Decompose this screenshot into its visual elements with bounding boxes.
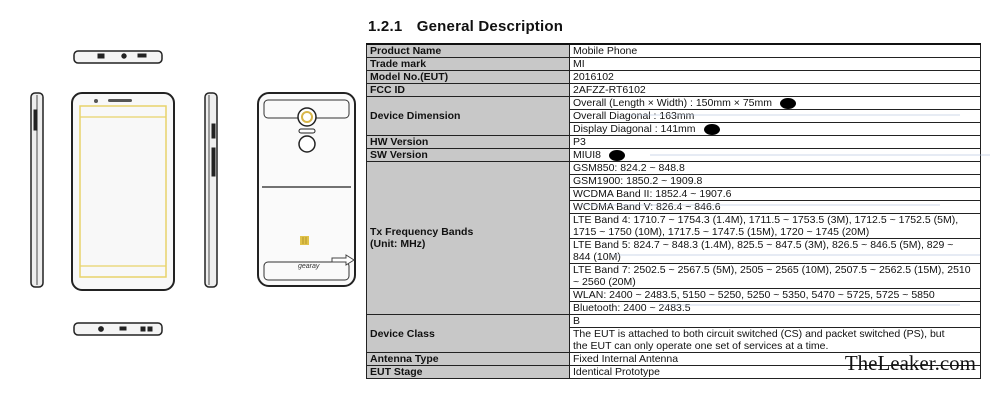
bottom-edge-view — [74, 323, 162, 335]
row-value-text: The EUT is attached to both circuit switched (CS) and packet switched (PS), but the EUT can only operate one set of services at a time. — [573, 328, 945, 352]
right-side-view — [205, 93, 217, 287]
row-value-text: Identical Prototype — [573, 366, 660, 378]
row-value-text: LTE Band 4: 1710.7 ~ 1754.3 (1.4M), 1711.5 ~ 1753.5 (3M), 1712.5 ~ 1752.5 (5M), 1715 ~ 1750 (10M), 1717.5 ~ 1747.5 (15M), 1720 ~ 1745 (20M) — [573, 214, 959, 238]
row-value — [570, 315, 981, 328]
row-value — [570, 188, 981, 201]
row-value — [570, 44, 981, 58]
row-value-text: LTE Band 7: 2502.5 ~ 2567.5 (5M), 2505 ~ 2565 (10M), 2507.5 ~ 2562.5 (15M), 2510 ~ 2560 (20M) — [573, 264, 971, 288]
row-value — [570, 58, 981, 71]
row-value — [570, 175, 981, 188]
table-row — [367, 58, 981, 71]
row-value-text: MIUI8 — [573, 149, 602, 161]
row-value — [570, 264, 981, 289]
top-edge-view — [74, 51, 162, 63]
row-value — [570, 84, 981, 97]
row-value-text: P3 — [573, 136, 586, 148]
row-label: Device Class — [367, 315, 570, 353]
row-value — [570, 328, 981, 353]
left-side-view — [31, 93, 43, 287]
row-value — [570, 71, 981, 84]
table-row — [367, 71, 981, 84]
back-logo-text: gearay — [298, 263, 320, 270]
redaction-mark — [609, 150, 625, 161]
front-view — [72, 93, 174, 290]
back-view — [258, 93, 355, 286]
row-value — [570, 302, 981, 315]
row-value-text: GSM1900: 1850.2 ~ 1909.8 — [573, 175, 703, 187]
row-label: Product Name — [367, 44, 570, 58]
row-value-text: LTE Band 5: 824.7 ~ 848.3 (1.4M), 825.5 ~ 847.5 (3M), 826.5 ~ 846.5 (5M), 829 ~ 844 (10M) — [573, 239, 954, 263]
row-value — [570, 97, 981, 110]
row-value-text: WCDMA Band V: 826.4 ~ 846.6 — [573, 201, 721, 213]
row-label: HW Version — [367, 136, 570, 149]
section-title: General Description — [416, 18, 564, 35]
table-row — [367, 315, 981, 328]
row-label: FCC ID — [367, 84, 570, 97]
row-value-text: Overall Diagonal : 163mm — [573, 110, 695, 122]
general-description-table — [366, 43, 981, 379]
redaction-mark — [780, 98, 796, 109]
row-value — [570, 136, 981, 149]
row-label: Model No.(EUT) — [367, 71, 570, 84]
section-number: 1.2.1 — [368, 18, 403, 35]
row-value-text: 2016102 — [573, 71, 614, 83]
row-value — [570, 289, 981, 302]
row-value — [570, 123, 981, 136]
section-heading — [368, 18, 978, 35]
row-label: Antenna Type — [367, 353, 570, 366]
table-row — [367, 149, 981, 162]
redaction-mark — [704, 124, 720, 135]
row-value — [570, 201, 981, 214]
row-value-text: Mobile Phone — [573, 45, 638, 57]
row-value — [570, 162, 981, 175]
row-value — [570, 110, 981, 123]
row-value — [570, 214, 981, 239]
table-row — [367, 162, 981, 175]
row-value-text: Bluetooth: 2400 ~ 2483.5 — [573, 302, 691, 314]
table-row — [367, 84, 981, 97]
row-value-text: WCDMA Band II: 1852.4 ~ 1907.6 — [573, 188, 732, 200]
row-label: EUT Stage — [367, 366, 570, 379]
row-value-text: WLAN: 2400 ~ 2483.5, 5150 ~ 5250, 5250 ~ 5350, 5470 ~ 5725, 5725 ~ 5850 — [573, 289, 935, 301]
row-value-text: GSM850: 824.2 ~ 848.8 — [573, 162, 685, 174]
spec-document — [366, 18, 978, 379]
row-value-text: Overall (Length × Width) : 150mm × 75mm — [573, 97, 772, 109]
row-value-text: B — [573, 315, 581, 327]
row-value-text: MI — [573, 58, 585, 70]
row-value — [570, 239, 981, 264]
row-value-text: 2AFZZ-RT6102 — [573, 84, 646, 96]
table-row — [367, 97, 981, 110]
row-label: SW Version — [367, 149, 570, 162]
table-row — [367, 136, 981, 149]
row-value-text: Display Diagonal : 141mm — [573, 123, 696, 135]
watermark-text: TheLeaker.com — [844, 351, 976, 375]
row-label: Tx Frequency Bands (Unit: MHz) — [367, 162, 570, 315]
row-label: Trade mark — [367, 58, 570, 71]
row-value-text: Fixed Internal Antenna — [573, 353, 679, 365]
device-drawings — [0, 0, 365, 400]
table-row — [367, 44, 981, 58]
row-value — [570, 149, 981, 162]
row-label: Device Dimension — [367, 97, 570, 136]
